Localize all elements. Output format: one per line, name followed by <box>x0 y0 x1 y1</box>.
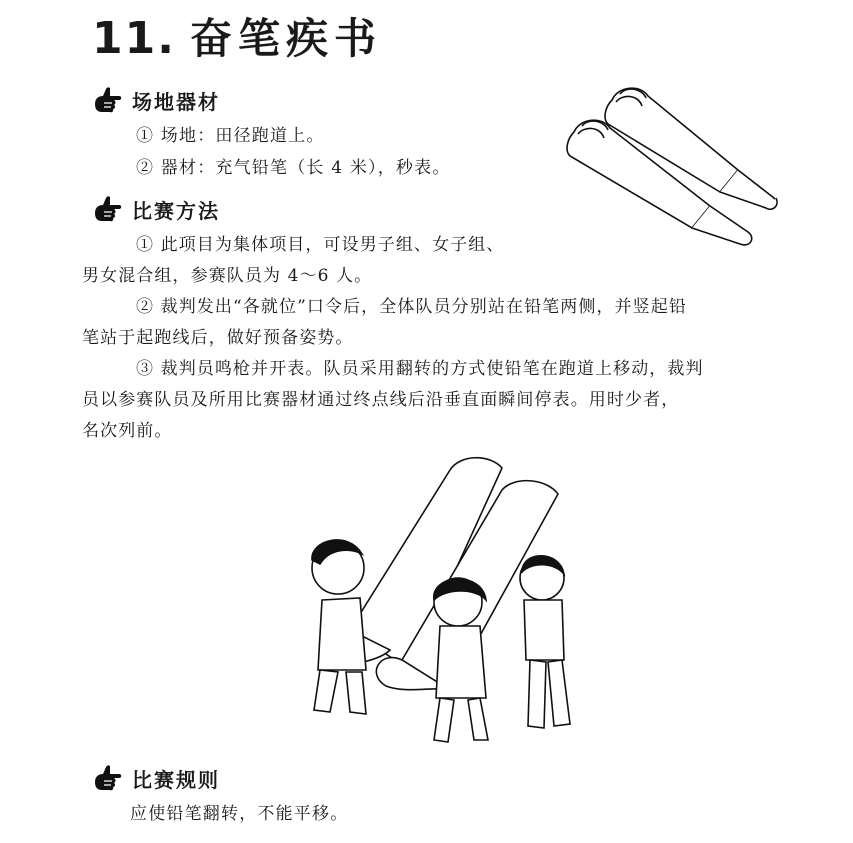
children-carrying-pencils-illustration <box>290 450 590 760</box>
rules-line: 应使铅笔翻转，不能平移。 <box>130 804 349 824</box>
method-paragraph-2 <box>82 292 782 354</box>
text-line: 笔站于起跑线后，做好预备姿势。 <box>82 328 354 348</box>
section-title: 比赛方法 <box>132 198 220 223</box>
text-line: ① 此项目为集体项目，可设男子组、女子组、 <box>136 235 505 255</box>
inflatable-pencils-illustration <box>560 82 785 252</box>
section-heading-method <box>92 193 220 225</box>
text-line: ② 裁判发出“各就位”口令后，全体队员分别站在铅笔两侧，并竖起铅 <box>136 297 687 317</box>
method-paragraph-3 <box>82 354 782 447</box>
text-line: 名次列前。 <box>82 421 173 441</box>
section-title: 比赛规则 <box>132 767 220 792</box>
pointing-hand-icon <box>92 84 124 116</box>
pointing-hand-icon <box>92 193 124 225</box>
section-heading-rules <box>92 762 220 794</box>
text-line: 员以参赛队员及所用比赛器材通过终点线后沿垂直面瞬间停表。用时少者， <box>82 390 680 410</box>
text-line: 男女混合组，参赛队员为 4～6 人。 <box>82 266 373 286</box>
title-number: 11. <box>92 13 176 64</box>
title-text: 奋笔疾书 <box>189 14 382 63</box>
section-title: 场地器材 <box>132 89 220 114</box>
equipment-line: ② 器材：充气铅笔（长 4 米），秒表。 <box>136 158 451 178</box>
pointing-hand-icon <box>92 762 124 794</box>
section-heading-venue <box>92 84 220 116</box>
venue-line: ① 场地：田径跑道上。 <box>136 126 325 146</box>
text-line: ③ 裁判员鸣枪并开表。队员采用翻转的方式使铅笔在跑道上移动，裁判 <box>136 359 704 379</box>
page-title <box>92 6 382 66</box>
